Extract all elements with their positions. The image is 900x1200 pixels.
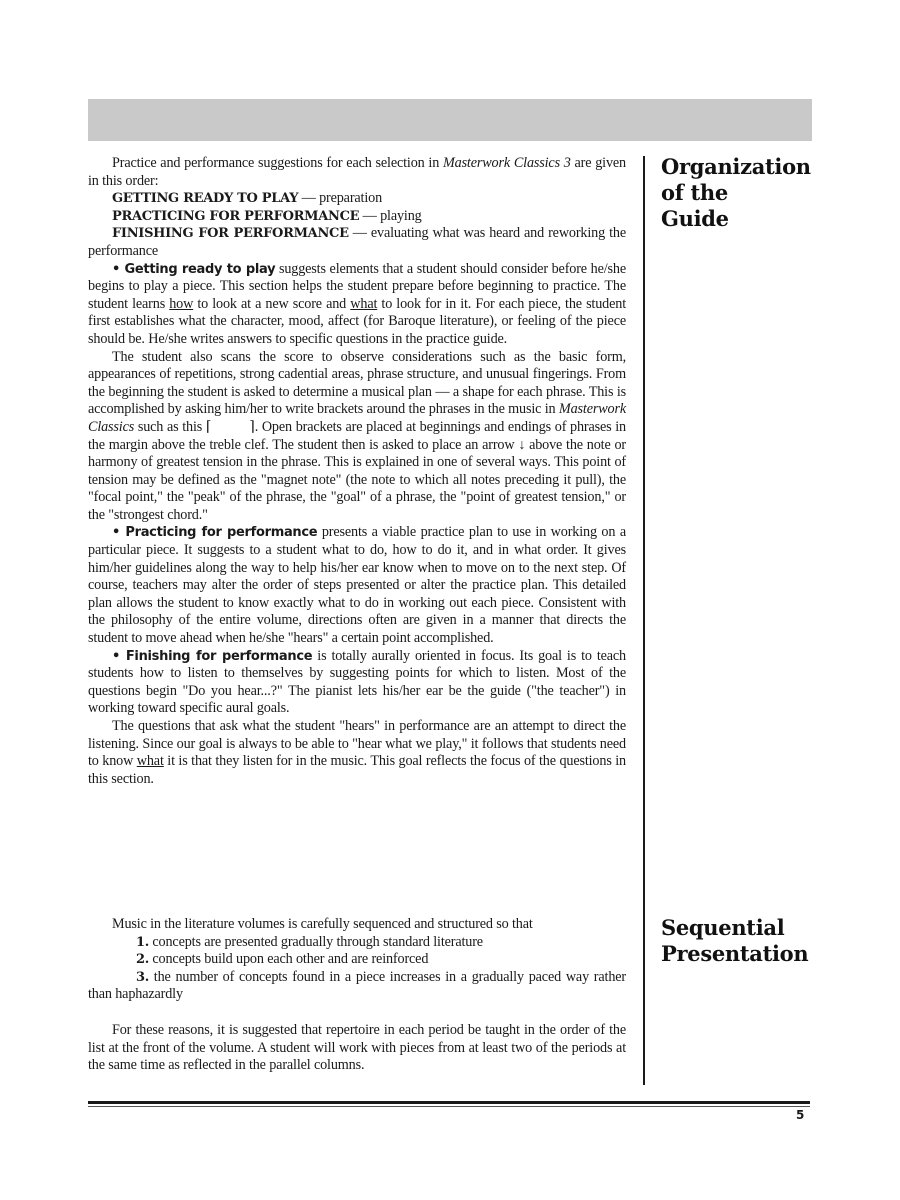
heading-organization — [661, 154, 811, 232]
heading-organization-line3: Guide — [661, 206, 729, 231]
text: above the note or harmony of greatest tension in the phrase. This is explained in one of several ways. This point of tension may be defined as the "magnet note" (the note to which all notes preceding it pull), the "focal point," the "peak" of the phrase, the "goal" of a phrase, the "point of greatest tension," or the "strongest chord." — [88, 436, 626, 523]
header-bar — [88, 99, 812, 141]
finishing-heading: • Finishing for performance — [112, 648, 313, 664]
order-label: FINISHING FOR PERFORMANCE — [112, 226, 349, 242]
underlined-what: what — [350, 295, 378, 312]
sequential-intro: Music in the literature volumes is carefully sequenced and structured so that — [112, 916, 533, 932]
text: . Open brackets are placed at beginnings and endings of phrases in the margin above the treble clef. The student then is asked to place an arrow — [88, 418, 626, 453]
listening-paragraph — [88, 718, 626, 788]
order-label: PRACTICING FOR PERFORMANCE — [112, 208, 360, 224]
text: concepts are presented gradually through standard literature — [148, 933, 483, 950]
organization-body — [88, 155, 626, 788]
intro-text-after: are given in this order: — [88, 155, 626, 189]
item-number: 3. — [136, 969, 149, 985]
heading-sequential-line2: Presentation — [661, 941, 809, 966]
text: such as this — [134, 418, 206, 435]
text: it is that they listen for in the music. This goal reflects the focus of the questions in this section. — [88, 753, 626, 787]
text: to look at a new score and — [193, 295, 351, 312]
intro-paragraph — [88, 155, 626, 190]
sequence-item-1 — [88, 934, 626, 952]
sequential-body — [88, 916, 626, 1075]
getting-ready-paragraph — [88, 261, 626, 349]
order-item-1 — [88, 190, 626, 208]
down-arrow-icon: ↓ — [518, 436, 526, 453]
getting-ready-heading: • Getting ready to play — [112, 261, 276, 277]
order-label: GETTING READY TO PLAY — [112, 191, 299, 207]
heading-sequential-line1: Sequential — [661, 915, 785, 940]
heading-organization-line1: Organization — [661, 154, 811, 179]
column-divider — [643, 156, 645, 1085]
text: concepts build upon each other and are reinforced — [148, 951, 429, 968]
heading-organization-line2: of the — [661, 180, 728, 205]
page-number: 5 — [796, 1108, 805, 1122]
heading-sequential — [661, 915, 808, 967]
book-title: Masterwork Classics — [88, 401, 626, 435]
sequence-item-2 — [88, 951, 626, 969]
intro-text: Practice and performance suggestions for each selection in — [112, 155, 443, 171]
bracket-open-icon: ⌈ — [205, 418, 212, 435]
book-title: Masterwork Classics 3 — [442, 155, 571, 171]
item-number: 1. — [136, 934, 149, 950]
order-item-3 — [88, 225, 626, 260]
text: The student also scans the score to observe considerations such as the basic form, appearances of repetitions, strong cadential areas, phrase structure, and unusual fingerings. From the beginning the student is asked to determine a musical plan — a shape for each phrase. This is accomplished by asking him/her to write brackets around the phrases in the music in — [88, 348, 626, 418]
finishing-paragraph — [88, 648, 626, 718]
item-number: 2. — [136, 952, 149, 968]
text: suggests elements that a student should consider before he/she begins to play a piece. This section helps the student prepare before beginning to practice. The student learns — [88, 260, 626, 312]
order-desc: — evaluating what was heard and reworking the performance — [88, 225, 626, 259]
text: to look for in it. For each piece, the student first establishes what the character, mood, affect (for Baroque literature), or feeling of the piece should be. He/she writes answers to specific questions in the practice guide. — [88, 295, 626, 347]
order-item-2 — [88, 208, 626, 226]
sequential-closing: For these reasons, it is suggested that repertoire in each period be taught in the order of the list at the front of the volume. A student will work with pieces from at least two of the periods at the same time as reflected in the parallel columns. — [88, 1021, 626, 1074]
text: presents a viable practice plan to use in working on a particular piece. It suggests to a student what to do, how to do it, and in what order. It gives him/her guidelines along the way to help his/her ear know when to move on to the next step. Of course, teachers may alter the order of steps presented or alter the practice plan. This detailed plan allows the student to know exactly what to do in working out each piece. Consistent with the philosophy of the entire volume, directions often are given in a manner that directs the student to move ahead when he/she "hears" a certain point accomplished. — [88, 524, 626, 647]
text: The questions that ask what the student "hears" in performance are an attempt to direct the listening. Since our goal is always to be able to "hear what we play," it follows that students need to know — [88, 718, 626, 770]
order-desc: — preparation — [298, 190, 383, 207]
text: is totally aurally oriented in focus. Its goal is to teach students how to listen to themselves by suggesting points for which to listen. Most of the questions begin "Do you hear...?" The pianist lets his/her ear be the guide ("the teacher") in working toward specific aural goals. — [88, 647, 626, 717]
sequence-item-3 — [88, 969, 626, 1004]
scan-paragraph — [88, 349, 626, 525]
order-desc: — playing — [359, 207, 422, 224]
footer-rule — [88, 1101, 810, 1104]
bracket-close-icon: ⌉ — [249, 418, 255, 435]
text: the number of concepts found in a piece increases in a gradually paced way rather than haphazardly — [88, 968, 626, 1003]
footer-rule-thin — [88, 1106, 810, 1107]
underlined-how: how — [169, 295, 194, 312]
underlined-what: what — [136, 753, 164, 770]
practicing-heading: • Practicing for performance — [112, 525, 318, 541]
practicing-paragraph — [88, 524, 626, 647]
